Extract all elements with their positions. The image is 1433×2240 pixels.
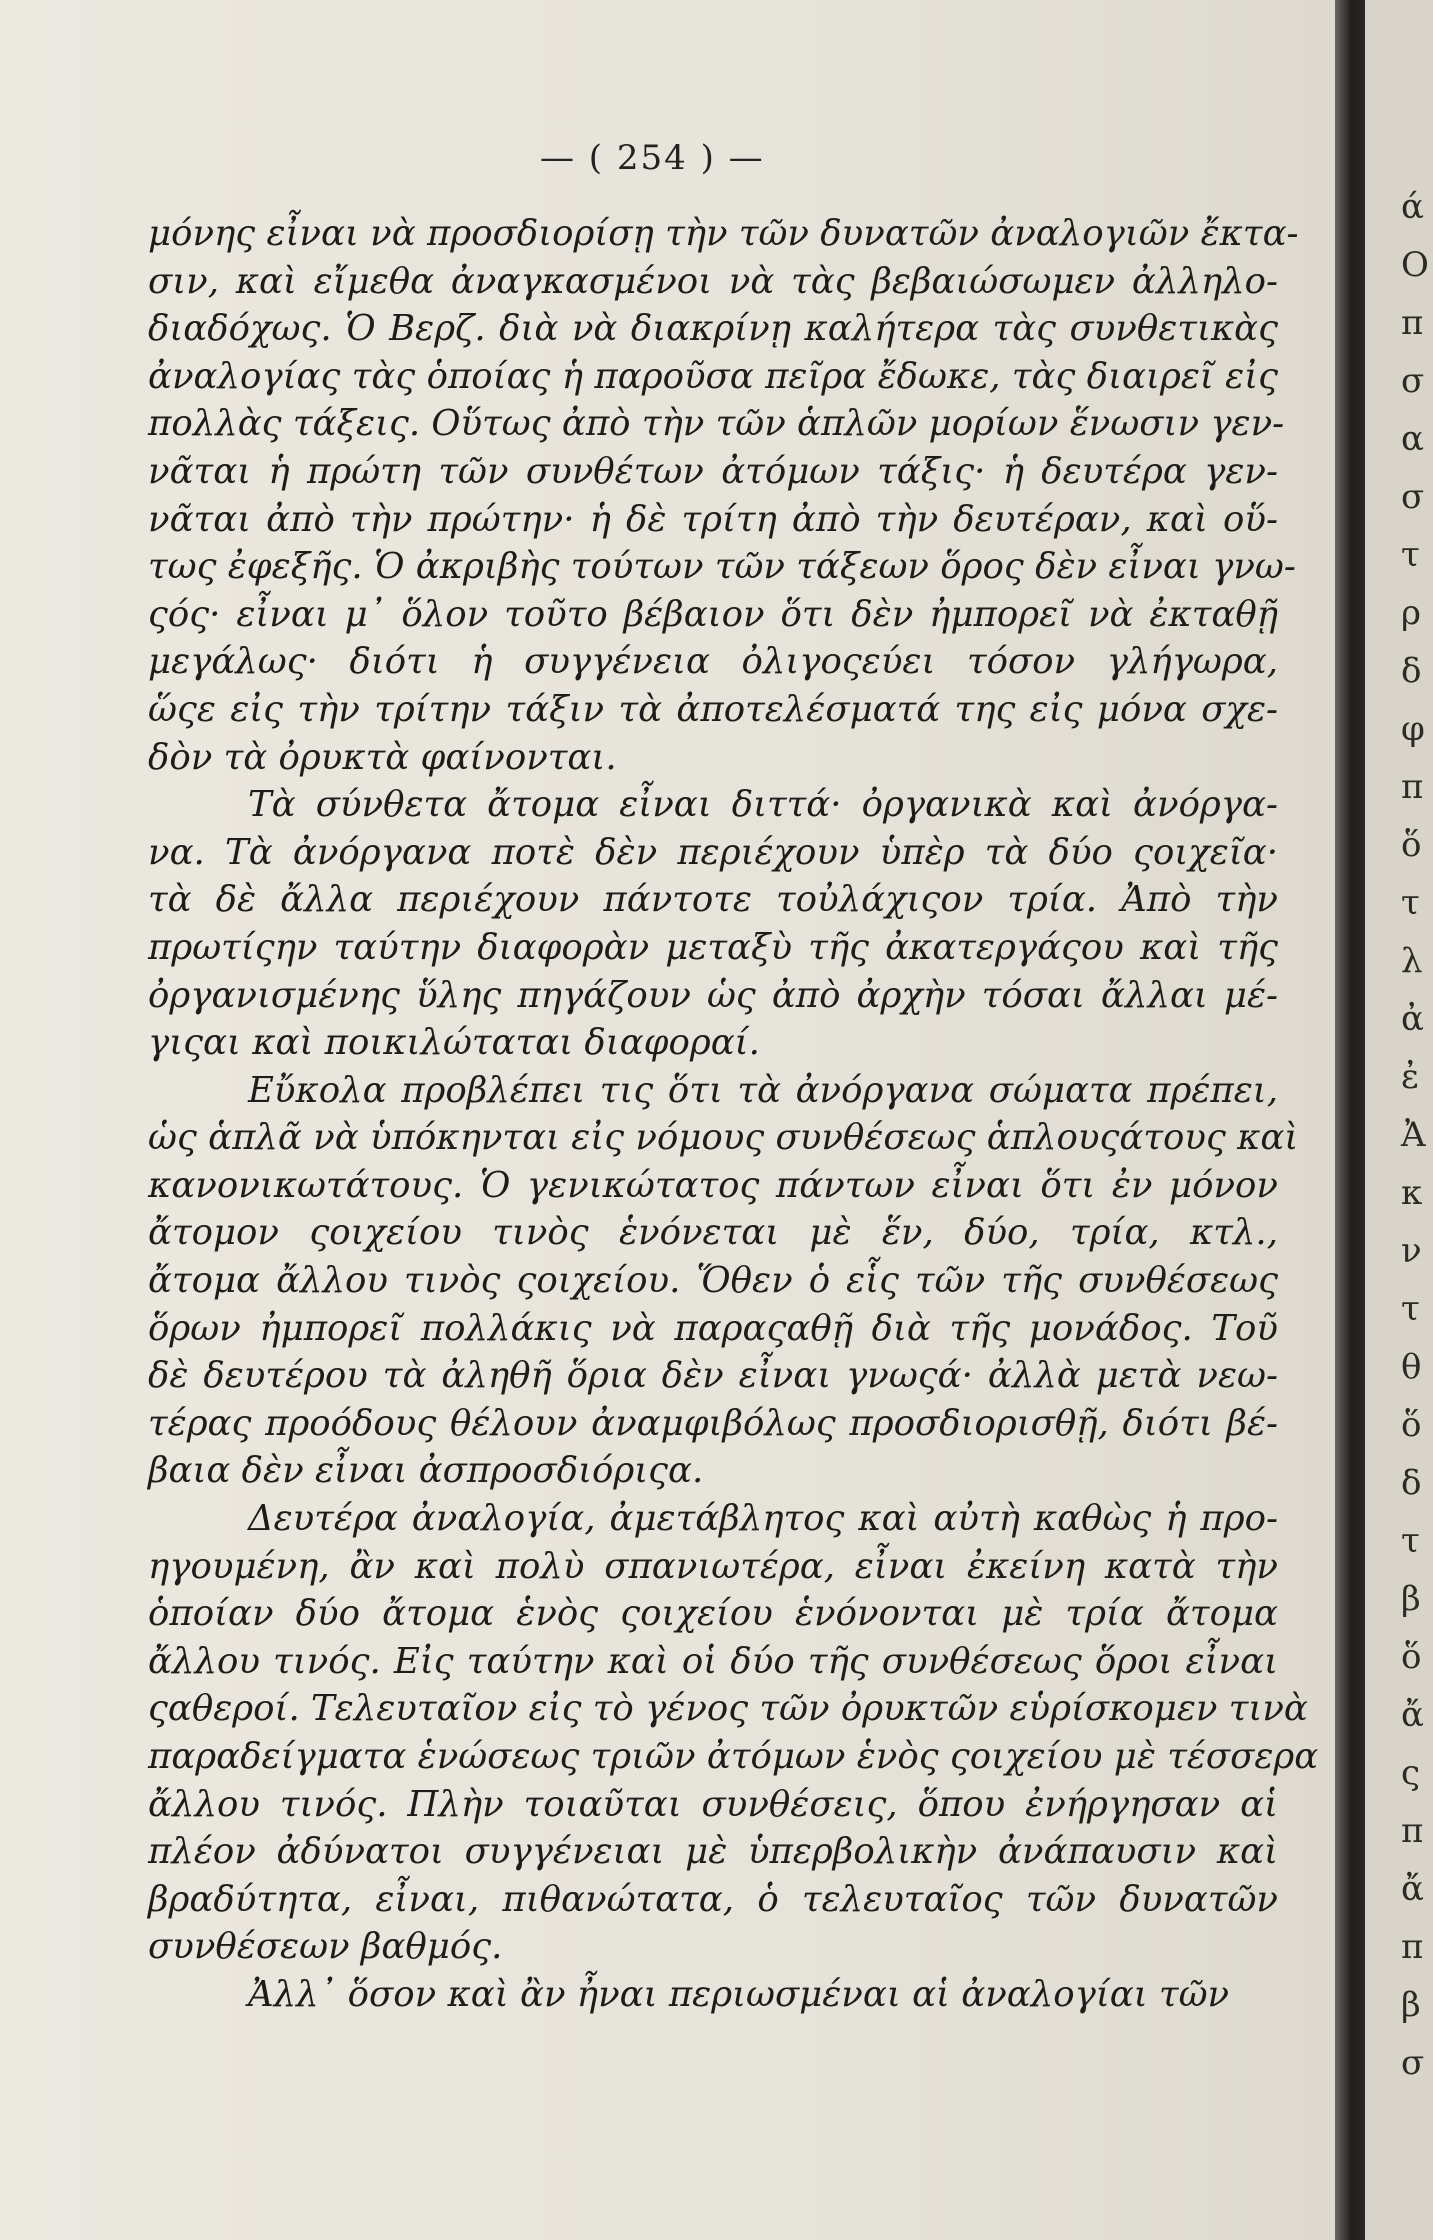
text-line: ςαθεροί. Τελευταῖον εἰς τὸ γένος τῶν ὀρυκτῶν εὑρίσκομεν τινὰ [148, 1688, 1308, 1730]
edge-character: ἐ [1401, 1057, 1420, 1097]
text-line: Δευτέρα ἀναλογία, ἀμετάβλητος καὶ αὐτὴ καθὼς ἡ προ- [248, 1498, 1278, 1540]
edge-character: β [1401, 1985, 1421, 2025]
text-line: ἄλλου τινός. Εἰς ταύτην καὶ οἱ δύο τῆς συνθέσεως ὅροι εἶναι [148, 1640, 1278, 1682]
text-line: σιν, καὶ εἴμεθα ἀναγκασμένοι νὰ τὰς βεβαιώσωμεν ἀλληλο- [148, 260, 1278, 302]
page-body-text [148, 210, 1319, 2019]
text-line: τως ἐφεξῆς. Ὁ ἀκριβὴς τούτων τῶν τάξεων ὅρος δὲν εἶναι γνω- [148, 546, 1296, 588]
text-line: ηγουμένη, ἂν καὶ πολὺ σπανιωτέρα, εἶναι ἐκείνη κατὰ τὴν [148, 1545, 1278, 1587]
text-line: ὡς ἁπλᾶ νὰ ὑπόκηνται εἰς νόμους συνθέσεως ἁπλουςάτους καὶ [148, 1117, 1299, 1159]
text-line: Τὰ σύνθετα ἄτομα εἶναι διττά· ὀργανικὰ καὶ ἀνόργα- [248, 784, 1278, 826]
edge-character: δ [1401, 651, 1422, 691]
edge-character: π [1401, 1811, 1424, 1851]
text-line: ἄτομα ἄλλου τινὸς ςοιχείου. Ὅθεν ὁ εἷς τῶν τῆς συνθέσεως [148, 1260, 1278, 1302]
edge-character: ὅ [1401, 825, 1422, 865]
text-line: διαδόχως. Ὁ Βερζ. διὰ νὰ διακρίνῃ καλήτερα τὰς συνθετικὰς [148, 308, 1278, 350]
text-line: παραδείγματα ἑνώσεως τριῶν ἀτόμων ἑνὸς ςοιχείου μὲ τέσσερα [148, 1736, 1319, 1777]
edge-character: σ [1401, 2043, 1425, 2083]
text-line: συνθέσεων βαθμός. [148, 1926, 503, 1968]
text-line: να. Τὰ ἀνόργανα ποτὲ δὲν περιέχουν ὑπὲρ τὰ δύο ςοιχεῖα· [148, 831, 1278, 873]
edge-character: ὅ [1401, 1405, 1422, 1445]
edge-character: ς [1401, 1753, 1421, 1793]
text-line: ἀναλογίας τὰς ὁποίας ἡ παροῦσα πεῖρα ἔδωκε, τὰς διαιρεῖ εἰς [148, 355, 1278, 397]
text-line: μόνης εἶναι νὰ προσδιορίσῃ τὴν τῶν δυνατῶν ἀναλογιῶν ἔκτα- [148, 213, 1299, 254]
edge-character: Ἀ [1401, 1115, 1426, 1155]
edge-character: ἄ [1401, 1695, 1424, 1735]
text-line: ἄτομον ςοιχείου τινὸς ἑνόνεται μὲ ἕν, δύο, τρία, κτλ., [148, 1212, 1278, 1254]
edge-character: τ [1401, 883, 1420, 923]
text-line: βραδύτητα, εἶναι, πιθανώτατα, ὁ τελευταῖος τῶν δυνατῶν [148, 1878, 1278, 1920]
edge-character: τ [1401, 1521, 1420, 1561]
text-line: δὲ δευτέρου τὰ ἀληθῆ ὅρια δὲν εἶναι γνωςά· ἀλλὰ μετὰ νεω- [148, 1355, 1278, 1397]
adjacent-page-edge [1365, 0, 1433, 2240]
text-line: ὥςε εἰς τὴν τρίτην τάξιν τὰ ἀποτελέσματά της εἰς μόνα σχε- [148, 688, 1278, 730]
edge-character: ρ [1401, 593, 1421, 633]
text-line: τὰ δὲ ἄλλα περιέχουν πάντοτε τοὐλάχιςον τρία. Ἀπὸ τὴν [148, 879, 1278, 921]
text-line: ὅρων ἠμπορεῖ πολλάκις νὰ παραςαθῇ διὰ τῆς μονάδος. Τοῦ [148, 1307, 1278, 1349]
edge-character: θ [1401, 1347, 1422, 1387]
edge-character: π [1401, 767, 1424, 807]
edge-character: δ [1401, 1463, 1422, 1503]
text-line: νᾶται ἀπὸ τὴν πρώτην· ἡ δὲ τρίτη ἀπὸ τὴν δευτέραν, καὶ οὕ- [148, 498, 1278, 540]
edge-character: Ο [1401, 245, 1429, 285]
edge-character: ἄ [1401, 1869, 1424, 1909]
text-line: γιςαι καὶ ποικιλώταται διαφοραί. [148, 1022, 760, 1064]
edge-character: λ [1401, 941, 1423, 981]
text-line: κανονικωτάτους. Ὁ γενικώτατος πάντων εἶναι ὅτι ἐν μόνον [148, 1164, 1278, 1206]
edge-character: π [1401, 303, 1424, 343]
edge-character: κ [1401, 1173, 1423, 1213]
book-gutter [1335, 0, 1365, 2240]
text-line: πρωτίςην ταύτην διαφορὰν μεταξὺ τῆς ἀκατεργάςου καὶ τῆς [148, 926, 1278, 968]
edge-character: ά [1401, 187, 1424, 227]
edge-character: ν [1401, 1231, 1422, 1271]
edge-character: β [1401, 1579, 1421, 1619]
text-line: ὀργανισμένης ὕλης πηγάζουν ὡς ἀπὸ ἀρχὴν τόσαι ἄλλαι μέ- [148, 974, 1278, 1016]
edge-character: φ [1401, 709, 1425, 749]
text-line: δὸν τὰ ὀρυκτὰ φαίνονται. [148, 736, 617, 778]
text-line: Ἀλλ᾽ ὅσον καὶ ἂν ἦναι περιωσμέναι αἱ ἀναλογίαι τῶν [248, 1973, 1230, 2015]
page-number-header: — ( 254 ) — [540, 138, 765, 178]
text-line: βαια δὲν εἶναι ἀσπροσδιόριςα. [148, 1450, 704, 1492]
text-line: ςός· εἶναι μ᾽ ὅλον τοῦτο βέβαιον ὅτι δὲν ἠμπορεῖ νὰ ἐκταθῇ [148, 593, 1278, 635]
edge-character: τ [1401, 1289, 1420, 1329]
text-line: νᾶται ἡ πρώτη τῶν συνθέτων ἀτόμων τάξις· ἡ δευτέρα γεν- [148, 450, 1278, 492]
text-line: τέρας προόδους θέλουν ἀναμφιβόλως προσδιορισθῇ, διότι βέ- [148, 1402, 1278, 1444]
text-line: Εὔκολα προβλέπει τις ὅτι τὰ ἀνόργανα σώματα πρέπει, [248, 1069, 1278, 1111]
edge-character: ἀ [1401, 999, 1424, 1039]
text-line: ὁποίαν δύο ἄτομα ἑνὸς ςοιχείου ἑνόνονται μὲ τρία ἄτομα [148, 1593, 1278, 1635]
edge-character: π [1401, 1927, 1424, 1967]
edge-character: σ [1401, 477, 1425, 517]
text-line: ἄλλου τινός. Πλὴν τοιαῦται συνθέσεις, ὅπου ἐνήργησαν αἱ [148, 1783, 1278, 1825]
text-line: μεγάλως· διότι ἡ συγγένεια ὀλιγοςεύει τόσον γλήγωρα, [148, 641, 1278, 683]
edge-character: τ [1401, 535, 1420, 575]
edge-character: σ [1401, 361, 1425, 401]
edge-character: ὅ [1401, 1637, 1422, 1677]
text-line: πολλὰς τάξεις. Οὕτως ἀπὸ τὴν τῶν ἁπλῶν μορίων ἕνωσιν γεν- [148, 403, 1285, 445]
edge-character: α [1401, 419, 1424, 459]
text-line: πλέον ἀδύνατοι συγγένειαι μὲ ὑπερβολικὴν ἀνάπαυσιν καὶ [148, 1831, 1278, 1873]
